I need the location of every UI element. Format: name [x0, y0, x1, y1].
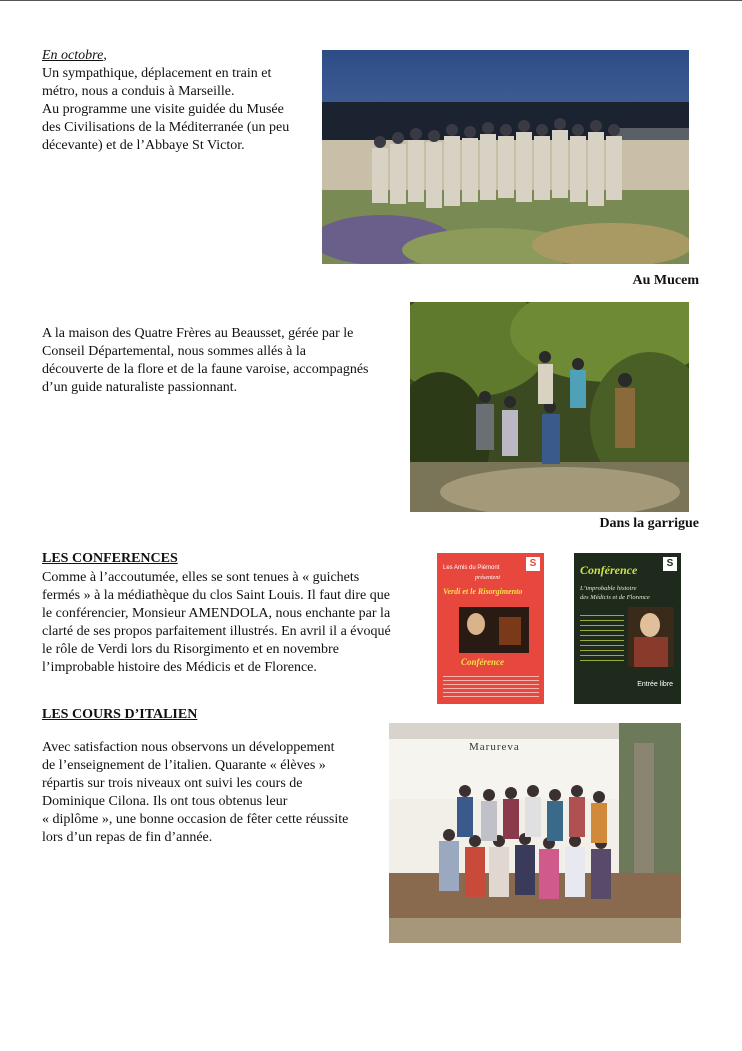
- conferences-line: le rôle de Verdi lors du Risorgimento et en novembre: [42, 642, 339, 657]
- october-intro-suffix: ,: [103, 48, 107, 63]
- cours-line: « diplôme », une bonne occasion de fêter cette réussite: [42, 812, 349, 827]
- class-group-photo: [389, 723, 681, 943]
- conferences-line: le conférencier, Monsieur AMENDOLA, nous enchante par la: [42, 606, 391, 621]
- verdi-poster: [437, 553, 544, 704]
- october-line: Au programme une visite guidée du Musée: [42, 102, 284, 117]
- poster-green-subtitle-1: L’improbable histoire: [580, 585, 637, 592]
- cours-line: lors d’un repas de fin d’année.: [42, 830, 213, 845]
- poster-fineprint: [443, 673, 539, 697]
- poster-title: Verdi et le Risorgimento: [443, 587, 523, 596]
- beausset-line: découverte de la flore et de la faune varoise, accompagnés: [42, 362, 369, 377]
- poster-green-title: Conférence: [580, 563, 638, 577]
- october-line: des Civilisations de la Méditerranée (un peu: [42, 120, 290, 135]
- poster-green-subtitle-2: des Médicis et de Florence: [580, 594, 650, 601]
- october-line: métro, nous a conduis à Marseille.: [42, 84, 235, 99]
- poster-label: Conférence: [461, 657, 504, 667]
- poster-logo-icon: S: [526, 557, 540, 571]
- cours-line: Avec satisfaction nous observons un développement: [42, 740, 335, 755]
- beausset-text: [42, 325, 407, 397]
- beausset-line: A la maison des Quatre Frères au Beausset, gérée par le: [42, 326, 354, 341]
- top-rule: [0, 0, 742, 1]
- cours-heading: LES COURS D’ITALIEN: [42, 707, 198, 722]
- restaurant-sign: Marureva: [469, 741, 520, 753]
- conferences-line: clarté de ses propos parfaitement illustrés. En avril il a évoqué: [42, 624, 391, 639]
- poster-green-logo-icon: S: [663, 557, 677, 571]
- cours-line: répartis sur trois niveaux ont suivi les cours de: [42, 776, 303, 791]
- october-intro-line: [42, 47, 317, 65]
- cours-text: [42, 739, 387, 847]
- poster-green-footer: Entrée libre: [637, 681, 673, 688]
- cours-line: de l’enseignement de l’italien. Quarante « élèves »: [42, 758, 326, 773]
- beausset-line: Conseil Départemental, nous sommes allés à la: [42, 344, 306, 359]
- conferences-line: l’improbable histoire des Médicis et de Florence.: [42, 660, 317, 675]
- poster-portrait: [459, 607, 529, 653]
- garrigue-caption: Dans la garrigue: [599, 516, 699, 531]
- october-line: décevante) et de l’Abbaye St Victor.: [42, 138, 245, 153]
- medicis-poster: [574, 553, 681, 704]
- poster-presents: présentent: [475, 575, 500, 581]
- conferences-line: fermés » à la médiathèque du clos Saint Louis. Il faut dire que: [42, 588, 390, 603]
- conferences-line: Comme à l’accoutumée, elles se sont tenues à « guichets: [42, 570, 360, 585]
- october-intro: En octobre: [42, 48, 104, 63]
- mucem-group-photo: [322, 50, 689, 264]
- poster-green-portrait: [628, 607, 674, 667]
- beausset-line: d’un guide naturaliste passionnant.: [42, 380, 238, 395]
- conferences-text: [42, 569, 432, 677]
- conferences-heading: LES CONFERENCES: [42, 551, 178, 566]
- poster-org: Les Amis du Piémont: [443, 565, 500, 571]
- garrigue-photo: [410, 302, 689, 512]
- poster-green-details: [580, 611, 624, 661]
- mucem-caption: Au Mucem: [632, 273, 699, 288]
- october-text: [42, 47, 317, 155]
- cours-line: Dominique Cilona. Ils ont tous obtenus leur: [42, 794, 288, 809]
- october-line: Un sympathique, déplacement en train et: [42, 66, 272, 81]
